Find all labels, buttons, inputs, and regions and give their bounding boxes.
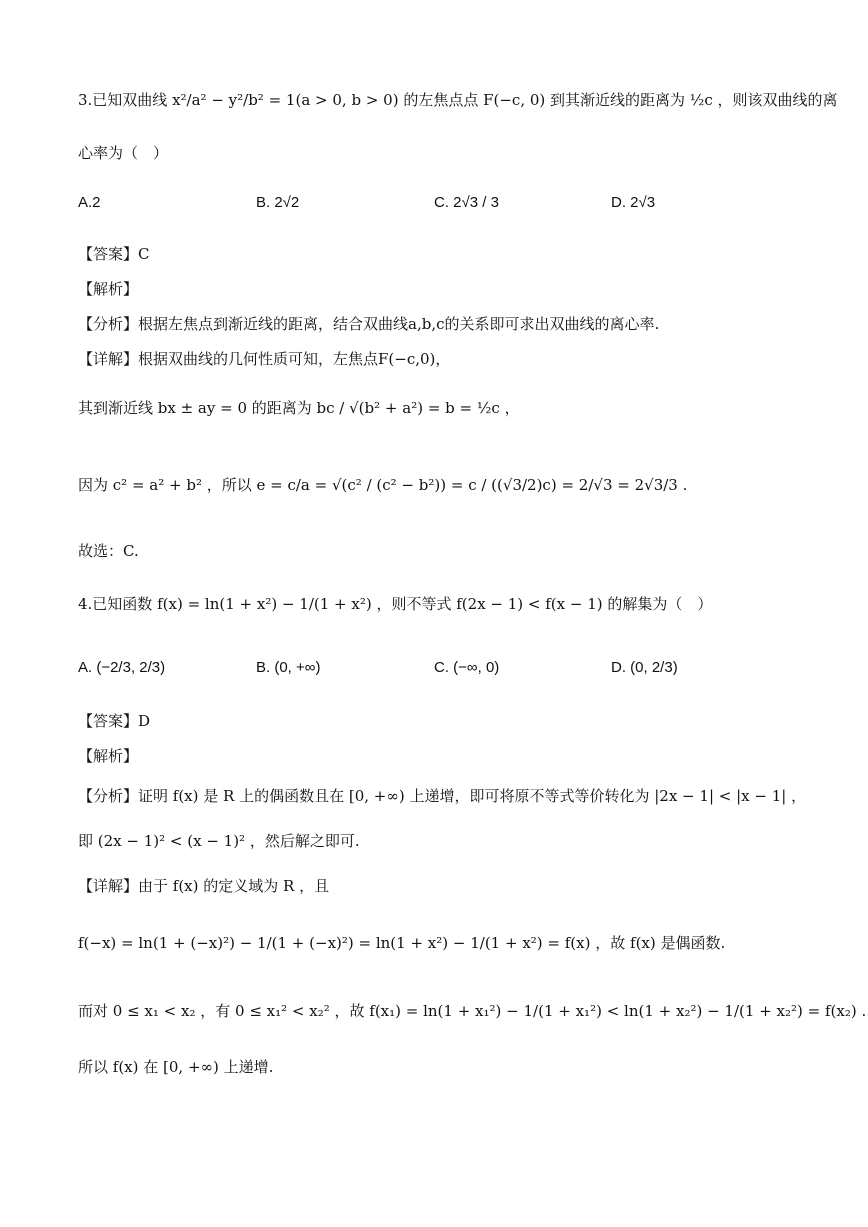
q4-stem: 4.已知函数 f(x) = ln(1 + x²) − 1/(1 + x²) ，则不等式 f(2x − 1) < f(x − 1) 的解集为（ ） [78, 595, 713, 613]
q3-choose: 故选：C. [78, 542, 139, 560]
q3-option-d: D. 2√3 [611, 194, 656, 211]
q4-option-b: B. (0, +∞) [256, 659, 321, 676]
q3-option-b: B. 2√2 [256, 194, 300, 211]
q4-detail-2: f(−x) = ln(1 + (−x)²) − 1/(1 + (−x)²) = ln(1 + x²) − 1/(1 + x²) = f(x) ，故 f(x) 是偶函数. [78, 934, 726, 952]
q4-fenxi-2: 即 (2x − 1)² < (x − 1)² ，然后解之即可. [78, 832, 360, 850]
q3-option-c: C. 2√3 / 3 [434, 194, 499, 211]
q4-detail-1: 【详解】由于 f(x) 的定义域为 R ，且 [78, 877, 330, 895]
q3-detail-2: 其到渐近线 bx ± ay = 0 的距离为 bc / √(b² + a²) = b = ½c ， [78, 399, 520, 417]
q3-detail-1: 【详解】根据双曲线的几何性质可知，左焦点F(−c,0)， [78, 350, 451, 368]
q4-option-d: D. (0, 2/3) [611, 659, 678, 676]
q4-detail-4: 所以 f(x) 在 [0, +∞) 上递增. [78, 1058, 274, 1076]
q4-answer: 【答案】D [78, 712, 151, 730]
q4-analysis-head: 【解析】 [78, 747, 139, 765]
q3-detail-3: 因为 c² = a² + b² ，所以 e = c/a = √(c² / (c² − b²)) = c / ((√3/2)c) = 2/√3 = 2√3/3 . [78, 476, 688, 494]
q3-answer: 【答案】C [78, 245, 150, 263]
q4-option-a: A. (−2/3, 2/3) [78, 659, 166, 676]
q4-detail-3: 而对 0 ≤ x₁ < x₂ ，有 0 ≤ x₁² < x₂² ，故 f(x₁) = ln(1 + x₁²) − 1/(1 + x₁²) < ln(1 + x₂²) − 1/(1 + x₂²) = f(x₂) . [78, 1002, 867, 1020]
q4-option-c: C. (−∞, 0) [434, 659, 500, 676]
q3-analysis-head: 【解析】 [78, 280, 139, 298]
q3-fenxi: 【分析】根据左焦点到渐近线的距离，结合双曲线a,b,c的关系即可求出双曲线的离心率. [78, 315, 660, 333]
q3-option-a: A.2 [78, 194, 101, 211]
q3-stem-line2: 心率为（ ） [78, 144, 169, 162]
q3-stem-line1: 3.已知双曲线 x²/a² − y²/b² = 1(a > 0, b > 0) 的左焦点点 F(−c, 0) 到其渐近线的距离为 ½c ，则该双曲线的离 [78, 91, 838, 109]
q4-fenxi-1: 【分析】证明 f(x) 是 R 上的偶函数且在 [0, +∞) 上递增，即可将原不等式等价转化为 |2x − 1| < |x − 1| ， [78, 787, 807, 805]
